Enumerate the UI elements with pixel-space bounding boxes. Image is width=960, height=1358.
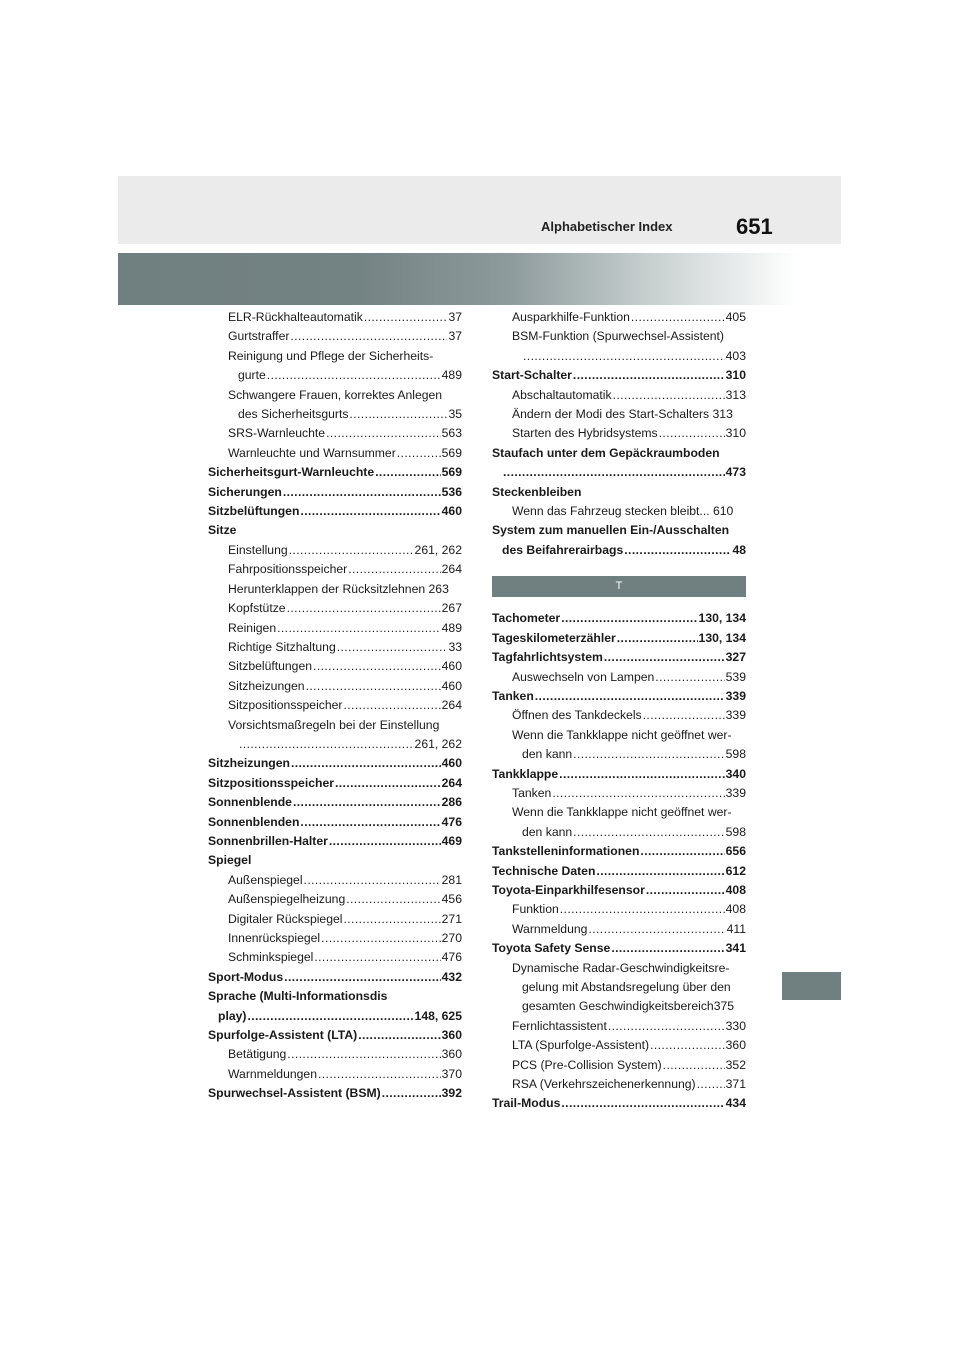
index-heading: Sitzbelüftungen ..... 460 [208,502,462,521]
index-heading: Toyota Safety Sense ..... 341 [492,939,746,958]
index-heading: Tankstelleninformationen ..... 656 [492,842,746,861]
index-heading: Sonnenblende ..... 286 [208,793,462,812]
index-heading-continued: play) ..... 148, 625 [208,1007,462,1026]
index-entry: Herunterklappen der Rücksitzlehnen 263 [228,581,449,596]
index-entry: Wenn die Tankklappe nicht geöffnet wer- [512,805,732,820]
index-entry: Innenrückspiegel ..... 270 [208,929,462,948]
index-entry: RSA (Verkehrszeichenerkennung) ..... 371 [492,1075,746,1094]
index-heading: Spurfolge-Assistent (LTA) ..... 360 [208,1026,462,1045]
index-heading: Tankklappe ..... 340 [492,765,746,784]
index-entry: PCS (Pre-Collision System) ..... 352 [492,1056,746,1075]
index-entry: BSM-Funktion (Spurwechsel-Assistent) [512,329,724,344]
index-heading: Steckenbleiben [492,484,582,499]
index-entry: Warnmeldung ..... 411 [492,920,746,939]
index-heading: Trail-Modus ..... 434 [492,1094,746,1113]
index-entry: Tanken ..... 339 [492,784,746,803]
index-heading: Sport-Modus ..... 432 [208,968,462,987]
index-entry: Sitzpositionsspeicher ..... 264 [208,696,462,715]
index-entry: ELR-Rückhalteautomatik ..... 37 [208,308,462,327]
index-heading: System zum manuellen Ein-/Ausschalten [492,523,730,538]
index-entry: Schminkspiegel ..... 476 [208,948,462,967]
index-entry: Warnmeldungen ..... 370 [208,1065,462,1084]
index-heading: Sicherungen ..... 536 [208,483,462,502]
page-number: 651 [736,214,773,239]
index-entry: Digitaler Rückspiegel ..... 271 [208,910,462,929]
index-entry: Starten des Hybridsystems ..... 310 [492,424,746,443]
index-heading: Tageskilometerzähler ..... 130, 134 [492,629,746,648]
index-entry: Ausparkhilfe-Funktion ..... 405 [492,308,746,327]
index-entry: Außenspiegelheizung ..... 456 [208,890,462,909]
index-entry: Funktion ..... 408 [492,900,746,919]
index-entry: Reinigung und Pflege der Sicherheits- [228,348,434,363]
index-heading: Tagfahrlichtsystem ..... 327 [492,648,746,667]
index-entry: Schwangere Frauen, korrektes Anlegen [228,387,443,402]
index-entry: Richtige Sitzhaltung ..... 33 [208,638,462,657]
index-entry: Kopfstütze ..... 267 [208,599,462,618]
index-entry: Wenn die Tankklappe nicht geöffnet wer- [512,727,732,742]
index-entry: Öffnen des Tankdeckels ..... 339 [492,706,746,725]
index-entry-continued: den kann ..... 598 [492,823,746,842]
index-heading: Sitzpositionsspeicher ..... 264 [208,774,462,793]
section-letter-t: T [492,576,746,597]
header-title: Alphabetischer Index [541,219,673,234]
index-entry: Fahrpositionsspeicher ..... 264 [208,560,462,579]
index-entry: Ändern der Modi des Start-Schalters 313 [512,407,733,422]
index-entry: Sitzbelüftungen ..... 460 [208,657,462,676]
index-entry: Außenspiegel ..... 281 [208,871,462,890]
index-heading: Start-Schalter ..... 310 [492,366,746,385]
index-entry-continued: den kann ..... 598 [492,745,746,764]
index-heading: Staufach unter dem Gepäckraumboden [492,445,720,460]
index-entry: SRS-Warnleuchte ..... 563 [208,424,462,443]
index-entry: Fernlichtassistent ..... 330 [492,1017,746,1036]
index-entry: Wenn das Fahrzeug stecken bleibt... 610 [512,504,734,519]
index-entry-continued: gelung mit Abstandsregelung über den [522,980,731,994]
index-entry: Reinigen ..... 489 [208,619,462,638]
index-entry: Abschaltautomatik ..... 313 [492,386,746,405]
header-band [118,176,841,244]
index-heading: Technische Daten ..... 612 [492,862,746,881]
index-entry-continued: ..... 403 [492,347,746,366]
index-column-right [492,308,746,1114]
index-heading-continued: ..... 473 [492,463,746,482]
index-column-left [208,308,462,1104]
index-entry-continued: gesamten Geschwindigkeitsbereich375 [522,999,735,1014]
index-entry: Sitzheizungen ..... 460 [208,677,462,696]
index-heading-continued: des Beifahrerairbags ..... 48 [492,541,746,560]
index-heading: Sonnenbrillen-Halter ..... 469 [208,832,462,851]
chapter-thumb-tab [782,972,841,1000]
index-entry: Gurtstraffer ..... 37 [208,327,462,346]
index-heading: Sitze [208,523,237,538]
index-entry: Vorsichtsmaßregeln bei der Einstellung [228,717,440,732]
index-entry: LTA (Spurfolge-Assistent) ..... 360 [492,1036,746,1055]
index-entry-continued: ..... 261, 262 [208,735,462,754]
index-heading: Sitzheizungen ..... 460 [208,754,462,773]
index-entry-continued: gurte ..... 489 [208,366,462,385]
index-entry-continued: des Sicherheitsgurts ..... 35 [208,405,462,424]
index-heading: Spurwechsel-Assistent (BSM) ..... 392 [208,1084,462,1103]
index-entry: Dynamische Radar-Geschwindigkeitsre- [512,960,730,975]
index-heading: Sprache (Multi-Informationsdis [208,989,388,1004]
index-entry: Auswechseln von Lampen ..... 539 [492,668,746,687]
index-heading: Tanken ..... 339 [492,687,746,706]
index-heading: Sonnenblenden ..... 476 [208,813,462,832]
chapter-banner [118,253,798,305]
index-entry: Betätigung ..... 360 [208,1045,462,1064]
index-entry: Einstellung ..... 261, 262 [208,541,462,560]
index-heading: Tachometer ..... 130, 134 [492,609,746,628]
index-heading: Spiegel [208,853,252,868]
index-heading: Sicherheitsgurt-Warnleuchte ..... 569 [208,463,462,482]
index-heading: Toyota-Einparkhilfesensor ..... 408 [492,881,746,900]
index-entry: Warnleuchte und Warnsummer ..... 569 [208,444,462,463]
